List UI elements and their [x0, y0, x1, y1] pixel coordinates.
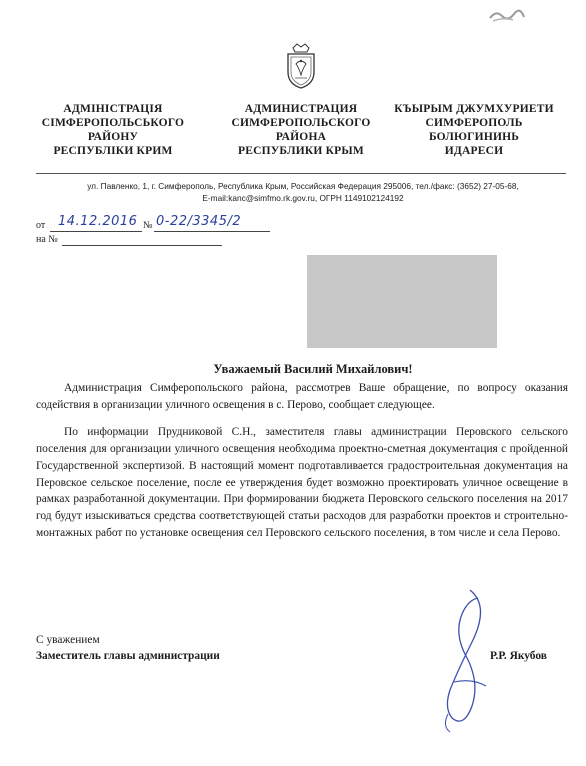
letter-paragraph: Администрация Симферопольского района, рассмотрев Ваше обращение, по вопросу оказания содействия в организации уличного освещения в с. Перово, сообщает следующее. [36, 382, 568, 411]
contact-line: E-mail:kanc@simfmo.rk.gov.ru, ОГРН 1149102124192 [202, 193, 404, 203]
header-crimean-tatar-line: КЪЫРЫМ ДЖУМХУРИЕТИ [394, 103, 554, 115]
handwritten-date: 14.12.2016 [58, 214, 138, 229]
letter-paragraph: По информации Прудниковой С.Н., заместителя главы администрации Перовского сельского поселения для организации уличного освещения необходима проектно-сметная документация с пройденной Государственной экспертизой. В настоящий момент подготавливается градостроительная документация на Перовское сельское поселение, после ее утверждения будет возможно проектировать уличное освещение в рамках разработанной документации. При формировании бюджета Перовского сельского поселения на 2017 год будут изыскиваться средства соответствующей статьи расходов для разработки проектов и строительно-монтажных работ по установке освещения сел Перовского сельского поселения, в том числе и села Перово. [36, 425, 568, 540]
header-crimean-tatar-line: БОЛЮГИНИНЬ [428, 131, 520, 143]
header-ukrainian-line: РАЙОНУ [87, 131, 139, 143]
header-ukrainian-line: РЕСПУБЛІКИ КРИМ [53, 145, 173, 157]
header-divider [36, 173, 566, 174]
address-line: ул. Павленко, 1, г. Симферополь, Республика Крым, Российская Федерация 295006, тел./факс: (3652) 27-05-68, [87, 181, 519, 191]
address-block [38, 180, 568, 204]
reply-underline [62, 245, 222, 246]
salutation: Уважаемый Василий Михайлович! [213, 362, 413, 376]
header-russian-line: РАЙОНА [275, 131, 327, 143]
letter-body [36, 380, 568, 542]
coat-of-arms-icon [283, 42, 319, 90]
outgoing-number-line [36, 220, 45, 231]
header-russian [216, 102, 386, 158]
corner-stamp-mark [488, 8, 526, 24]
header-ukrainian-line: АДМІНІСТРАЦІЯ [63, 103, 163, 115]
number-label: № [143, 220, 153, 231]
reply-to-label: на № [36, 234, 58, 245]
header-russian-line: СИМФЕРОПОЛЬСКОГО [231, 117, 371, 129]
header-russian-line: АДМИНИСТРАЦИЯ [244, 103, 358, 115]
handwritten-signature-icon [432, 586, 496, 736]
number-underline [154, 231, 270, 232]
handwritten-number: 0-22/3345/2 [156, 214, 242, 229]
redacted-recipient-block [307, 255, 497, 348]
header-russian-line: РЕСПУБЛИКИ КРЫМ [238, 145, 364, 157]
header-crimean-tatar-line: СИМФЕРОПОЛЬ [425, 117, 523, 129]
signer-name: Р.Р. Якубов [490, 650, 547, 662]
header-crimean-tatar [384, 102, 564, 158]
from-label: от [36, 220, 46, 231]
signer-title: Заместитель главы администрации [36, 650, 220, 662]
header-crimean-tatar-line: ИДАРЕСИ [444, 145, 504, 157]
header-ukrainian [38, 102, 188, 158]
date-underline [50, 231, 142, 232]
header-ukrainian-line: СІМФЕРОПОЛЬСЬКОГО [41, 117, 185, 129]
closing-phrase: С уважением [36, 634, 100, 646]
